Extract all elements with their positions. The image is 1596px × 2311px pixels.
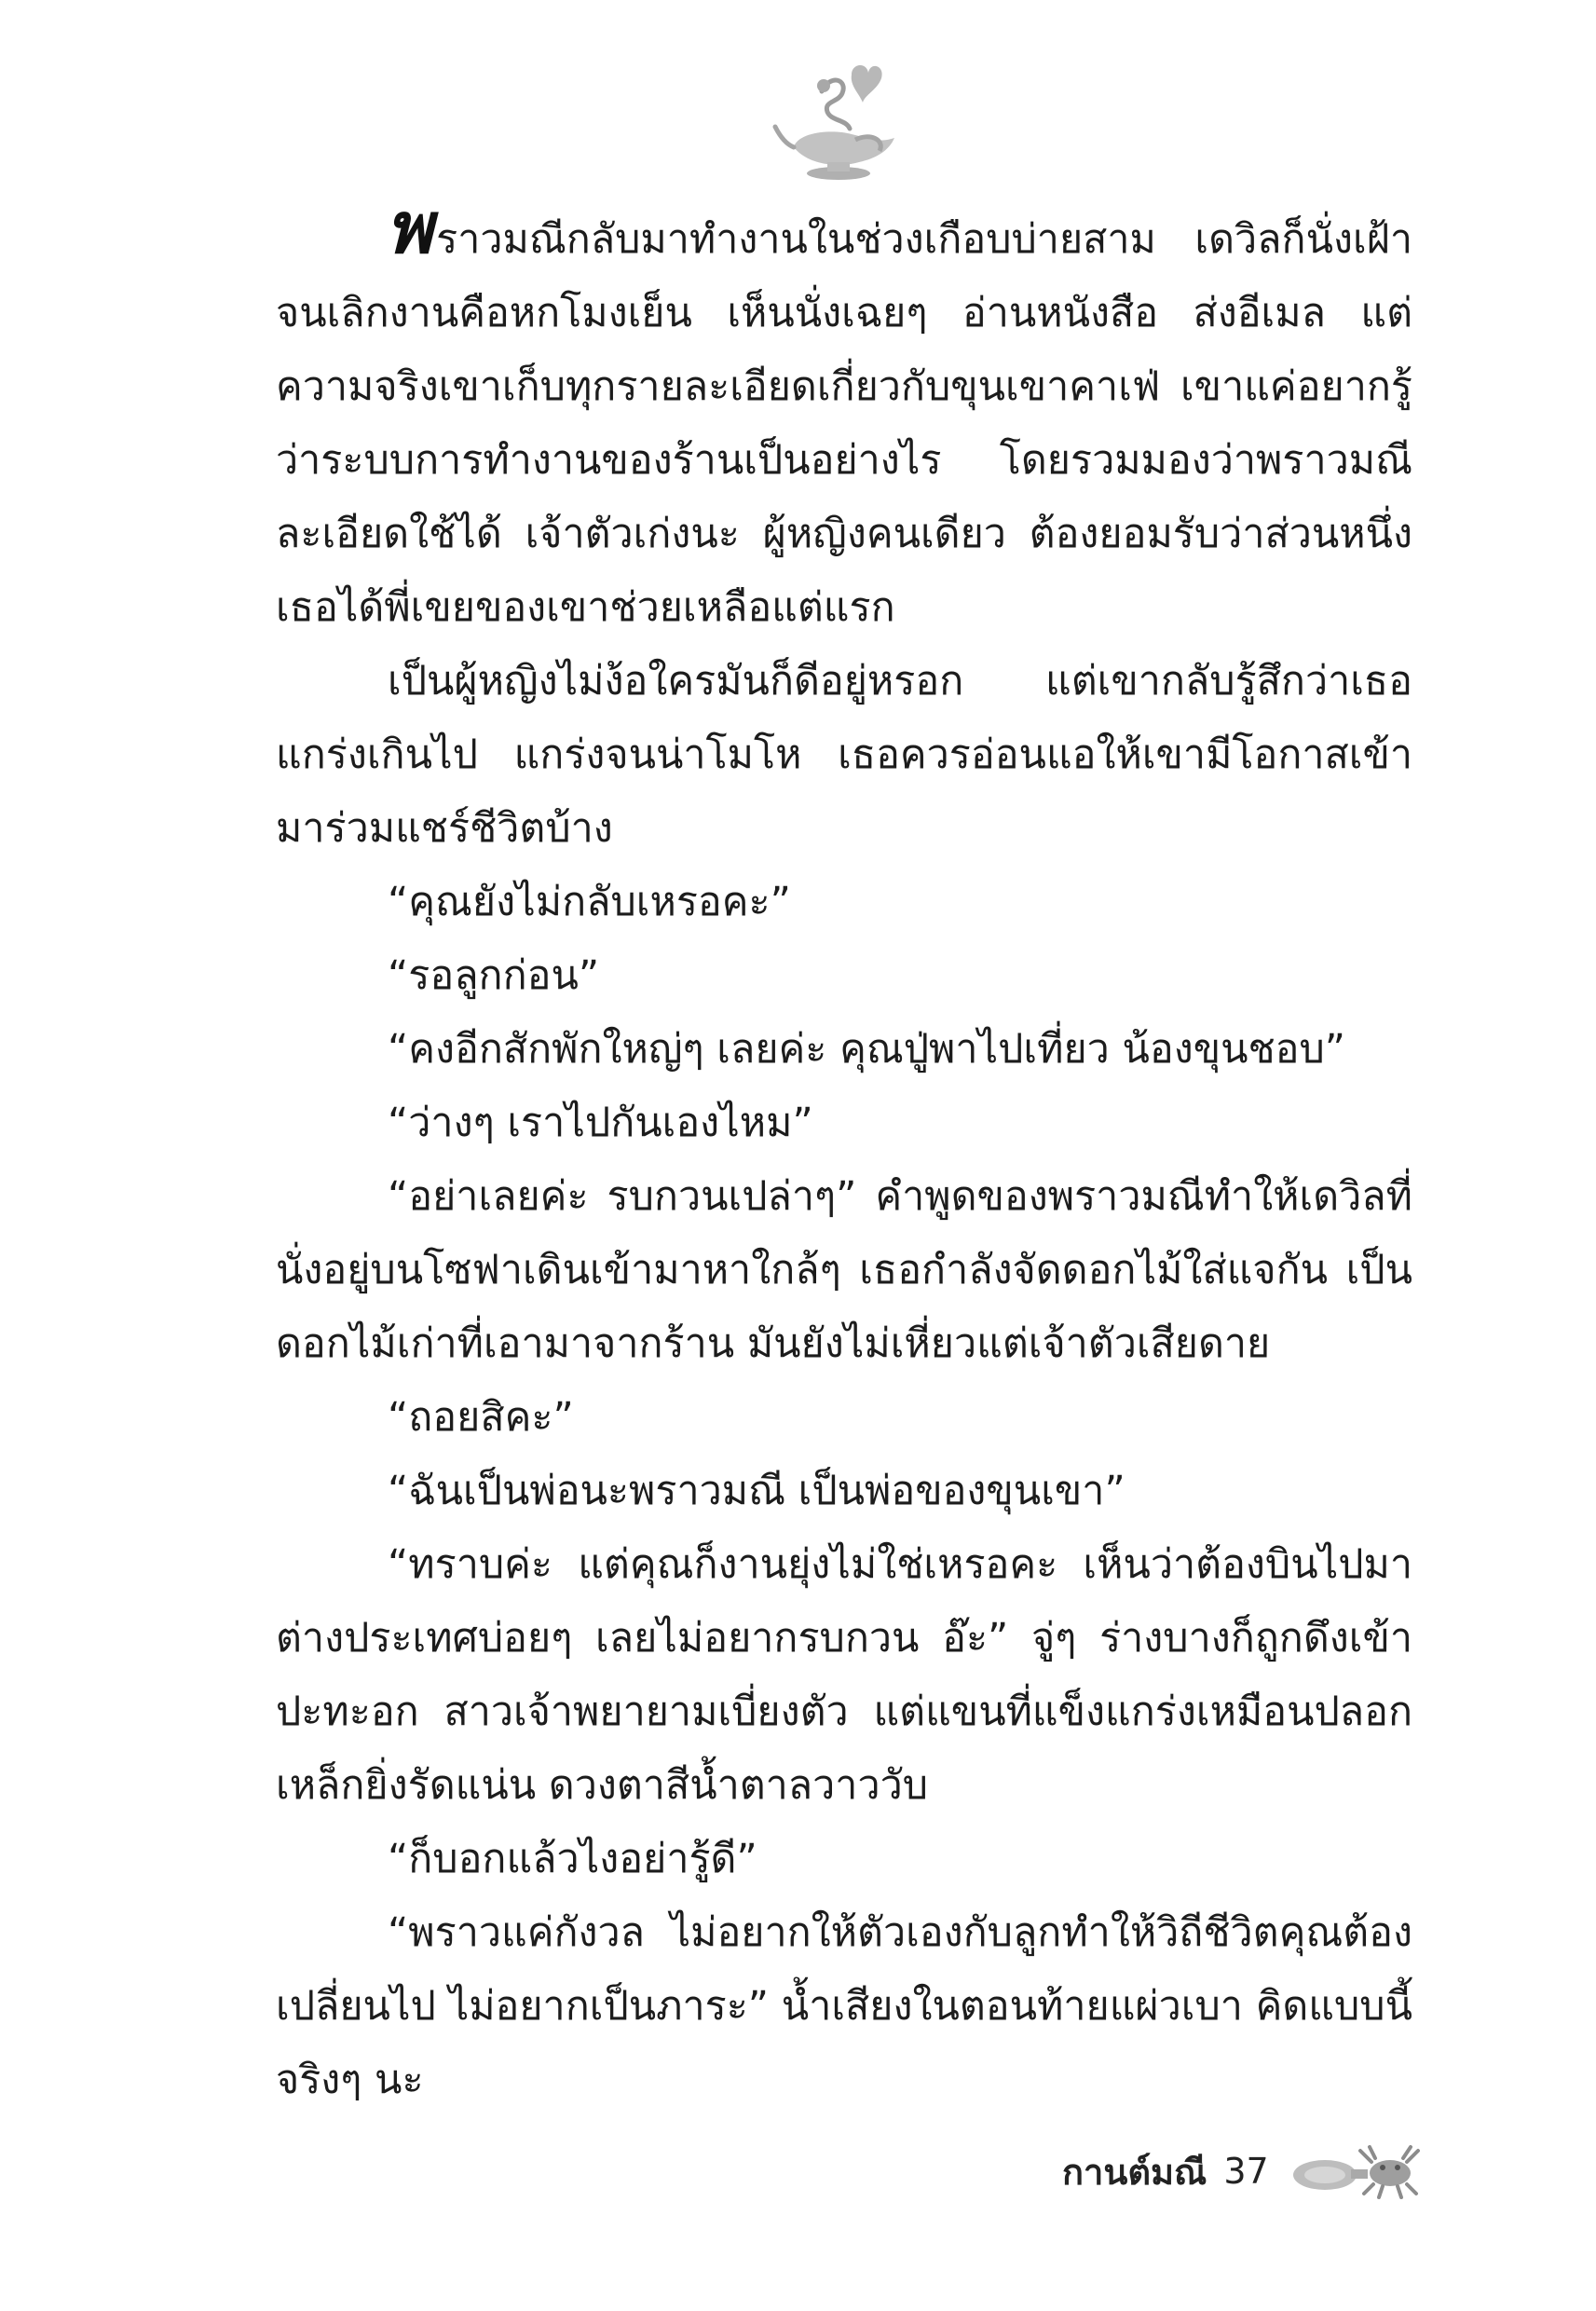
paragraph-2: เป็นผู้หญิงไม่ง้อใครมันก็ดีอยู่หรอก แต่เขากลับรู้สึกว่าเธอแกร่งเกินไป แกร่งจนน่าโมโห เธอควรอ่อนแอให้เขามีโอกาสเข้ามาร่วมแชร์ชีวิตบ้าง — [276, 658, 1412, 852]
crab-and-bottle-icon — [1286, 2143, 1425, 2199]
dialogue-line: “ทราบค่ะ แต่คุณก็งานยุ่งไม่ใช่เหรอคะ เห็นว่าต้องบินไปมาต่างประเทศบ่อยๆ เลยไม่อยากรบกวน อ๊ะ” จู่ๆ ร่างบางก็ถูกดึงเข้าปะทะอก สาวเจ้าพยายามเบี่ยงตัว แต่แขนที่แข็งแกร่งเหมือนปลอกเหล็กยิ่งรัดแน่น ดวงตาสีน้ำตาลวาววับ — [276, 1541, 1412, 1809]
dialogue-line: “ก็บอกแล้วไงอย่ารู้ดี” — [388, 1836, 757, 1882]
dialogue-line: “ถอยสิคะ” — [388, 1394, 574, 1441]
dialogue-line: “ว่างๆ เราไปกันเองไหม” — [388, 1100, 813, 1146]
dialogue-line: “พราวแค่กังวล ไม่อยากให้ตัวเองกับลูกทำให้วิถีชีวิตคุณต้องเปลี่ยนไป ไม่อยากเป็นภาระ” น้ำเสียงในตอนท้ายแผ่วเบา คิดแบบนี้จริงๆ นะ — [276, 1909, 1412, 2103]
paragraph-1: พราวมณีกลับมาทำงานในช่วงเกือบบ่ายสาม เดวิลก็นั่งเฝ้าจนเลิกงานคือหกโมงเย็น เห็นนั่งเฉยๆ อ่านหนังสือ ส่งอีเมล แต่ความจริงเขาเก็บทุกรายละเอียดเกี่ยวกับขุนเขาคาเฟ่ เขาแค่อยากรู้ว่าระบบการทำงานของร้านเป็นอย่างไร โดยรวมมองว่าพราวมณีละเอียดใช้ได้ เจ้าตัวเก่งนะ ผู้หญิงคนเดียว ต้องยอมรับว่าส่วนหนึ่งเธอได้พี่เขยของเขาช่วยเหลือแต่แรก — [276, 186, 1412, 631]
dialogue-line: “อย่าเลยค่ะ รบกวนเปล่าๆ” คำพูดของพราวมณีทำให้เดวิลที่นั่งอยู่บนโซฟาเดินเข้ามาหาใกล้ๆ เธอกำลังจัดดอกไม้ใส่แจกัน เป็นดอกไม้เก่าที่เอามาจากร้าน มันยังไม่เหี่ยวแต่เจ้าตัวเสียดาย — [276, 1173, 1412, 1367]
page-footer — [1062, 2143, 1425, 2199]
genie-lamp-with-heart-icon — [766, 54, 906, 194]
book-title: กานต์มณี — [1062, 2151, 1207, 2193]
dialogue-line: “คุณยังไม่กลับเหรอคะ” — [388, 879, 791, 925]
dialogue-line: “ฉันเป็นพ่อนะพราวมณี เป็นพ่อของขุนเขา” — [388, 1468, 1125, 1514]
body-text — [276, 186, 1412, 2117]
drop-cap: พ — [386, 186, 433, 269]
dialogue-line: “รอลูกก่อน” — [388, 952, 600, 999]
dialogue-line: “คงอีกสักพักใหญ่ๆ เลยค่ะ คุณปู่พาไปเที่ยว น้องขุนชอบ” — [388, 1026, 1346, 1073]
page-number: 37 — [1223, 2151, 1269, 2192]
